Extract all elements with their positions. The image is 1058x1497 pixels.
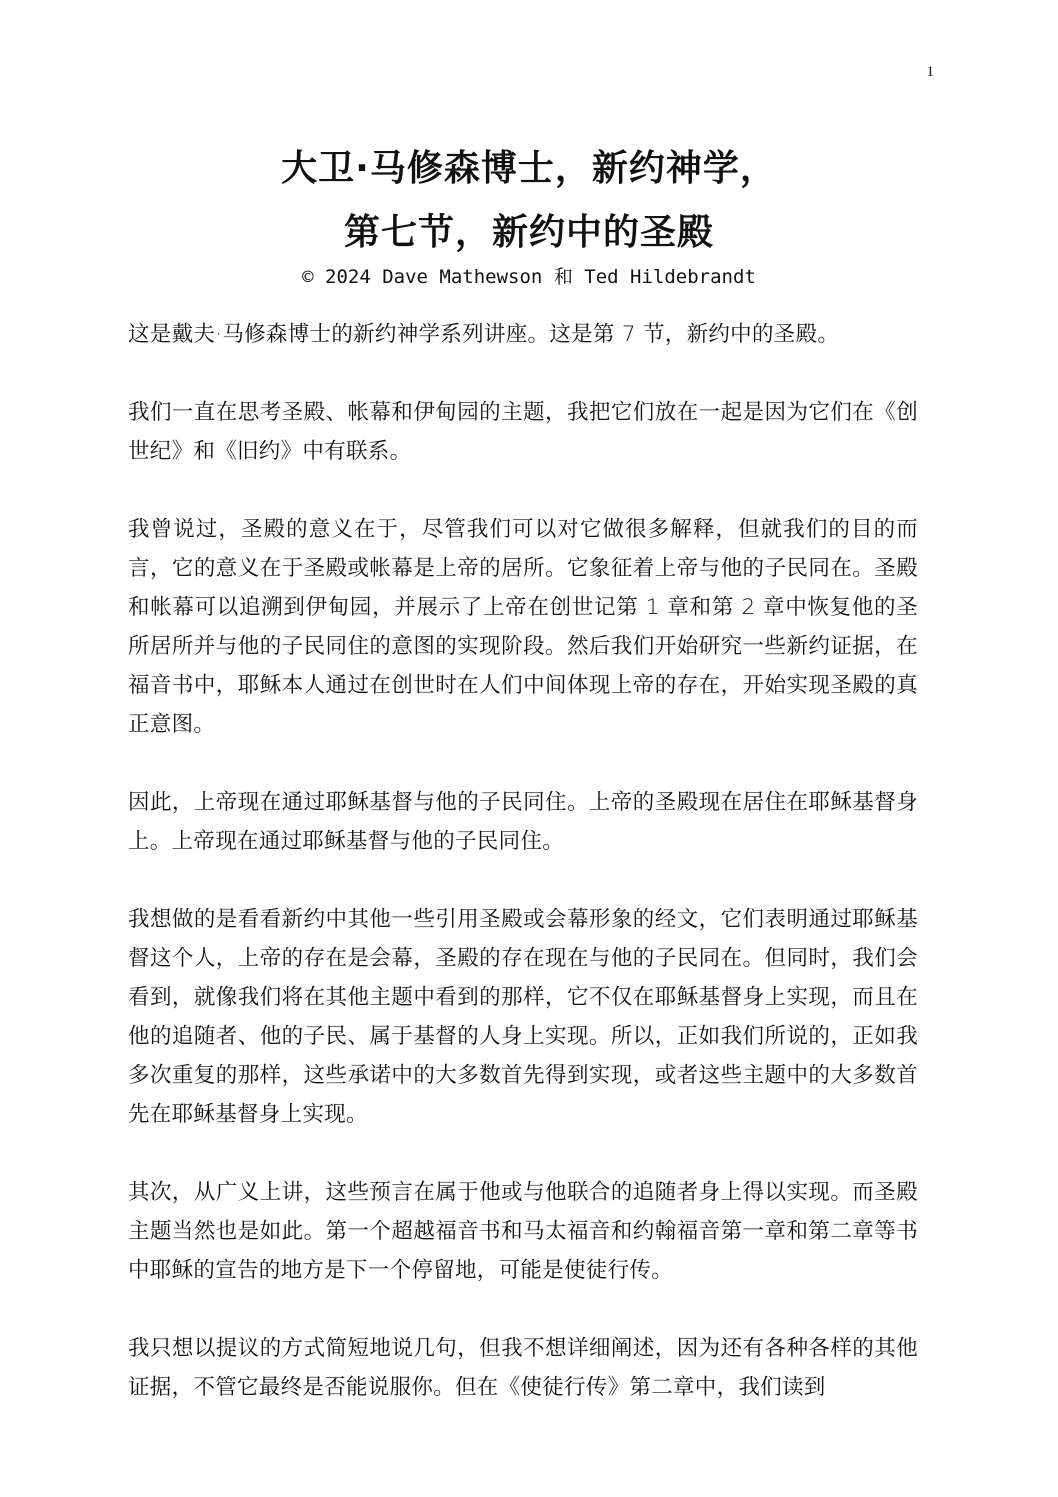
paragraph: 这是戴夫·马修森博士的新约神学系列讲座。这是第 7 节，新约中的圣殿。 — [128, 322, 840, 347]
document-body — [128, 315, 918, 1446]
paragraph: 我曾说过，圣殿的意义在于，尽管我们可以对它做很多解释，但就我们的目的而言，它的意义在于圣殿或帐幕是上帝的居所。它象征着上帝与他的子民同在。圣殿和帐幕可以追溯到伊甸园，并展示了上帝在创世记第 1 章和第 2 章中恢复他的圣所居所并与他的子民同住的意图的实现阶段。然后我们开始研究一些新约证据，在福音书中，耶稣本人通过在创世时在人们中间体现上帝的存在，开始实现圣殿的真正意图。 — [128, 517, 918, 737]
page-number: 1 — [926, 64, 934, 80]
copyright-line: © 2024 Dave Mathewson 和 Ted Hildebrandt — [302, 266, 756, 288]
paragraph: 因此，上帝现在通过耶稣基督与他的子民同住。上帝的圣殿现在居住在耶稣基督身上。上帝现在通过耶稣基督与他的子民同住。 — [128, 790, 918, 854]
paragraph: 其次，从广义上讲，这些预言在属于他或与他联合的追随者身上得以实现。而圣殿主题当然也是如此。第一个超越福音书和马太福音和约翰福音第一章和第二章等书中耶稣的宣告的地方是下一个停留地，可能是使徒行传。 — [128, 1180, 918, 1283]
document-title-line-2: 第七节，新约中的圣殿 — [343, 212, 714, 253]
document-title-line-1: 大卫·马修森博士，新约神学， — [281, 148, 777, 189]
paragraph: 我想做的是看看新约中其他一些引用圣殿或会幕形象的经文，它们表明通过耶稣基督这个人，上帝的存在是会幕，圣殿的存在现在与他的子民同在。但同时，我们会看到，就像我们将在其他主题中看到的那样，它不仅在耶稣基督身上实现，而且在他的追随者、他的子民、属于基督的人身上实现。所以，正如我们所说的，正如我多次重复的那样，这些承诺中的大多数首先得到实现，或者这些主题中的大多数首先在耶稣基督身上实现。 — [128, 907, 918, 1127]
paragraph: 我只想以提议的方式简短地说几句，但我不想详细阐述，因为还有各种各样的其他证据，不管它最终是否能说服你。但在《使徒行传》第二章中，我们读到 — [128, 1336, 918, 1400]
paragraph: 我们一直在思考圣殿、帐幕和伊甸园的主题，我把它们放在一起是因为它们在《创世纪》和《旧约》中有联系。 — [128, 400, 918, 464]
